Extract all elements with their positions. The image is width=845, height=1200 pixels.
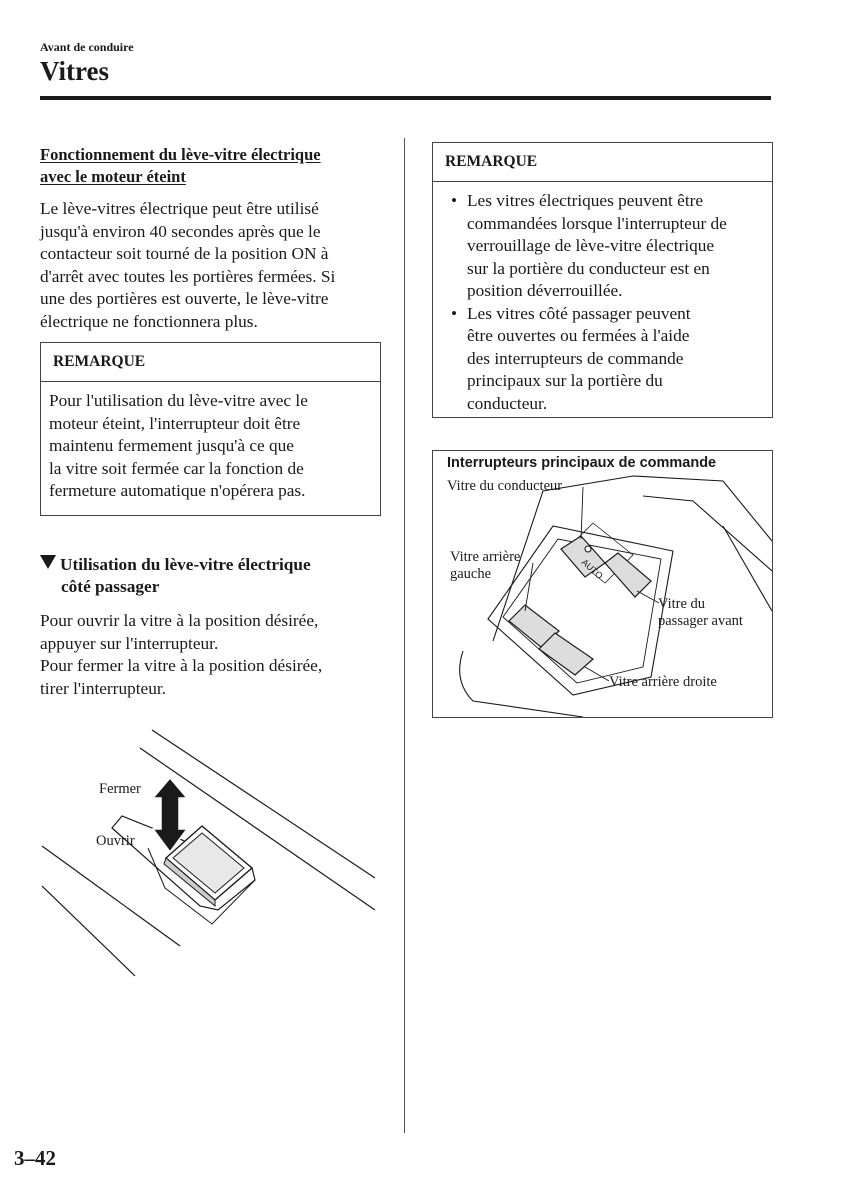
column-divider [404, 138, 405, 1133]
bullet-line: position déverrouillée. [467, 281, 623, 300]
note-line: maintenu fermement jusqu'à ce que [49, 436, 294, 455]
open-close-arrow-icon [153, 778, 187, 852]
passenger-switch-illustration [40, 728, 385, 978]
page-number: 3–42 [14, 1146, 56, 1170]
label-open: Ouvrir [96, 833, 135, 849]
paragraph-line: électrique ne fonctionnera plus. [40, 311, 258, 331]
leader-rear-left [525, 563, 533, 611]
label-rear-left-1: Vitre arrière [450, 549, 521, 565]
note-line: moteur éteint, l'interrupteur doit être [49, 413, 301, 433]
page-title: Vitres [40, 56, 109, 86]
note-body [433, 182, 772, 423]
label-rear-left-2: gauche [450, 566, 492, 582]
paragraph-line: appuyer sur l'interrupteur. [40, 633, 219, 653]
paragraph-line: Pour ouvrir la vitre à la position désirée, [40, 611, 319, 630]
paragraph-line: Le lève-vitres électrique peut être utilisé [40, 199, 319, 218]
main-switches-figure [432, 450, 773, 718]
subheading-engine-off [40, 144, 385, 188]
paragraph-line: Pour fermer la vitre à la position désirée, [40, 656, 323, 675]
note-line: la vitre soit fermée car la fonction de [49, 458, 304, 478]
auto-marking: AUTO [579, 557, 605, 582]
paragraph-line: tirer l'interrupteur. [40, 678, 166, 698]
indicator-light-icon [585, 546, 591, 552]
leader-driver [581, 487, 583, 539]
bullet-line: conducteur. [467, 393, 548, 413]
figure-caption: Interrupteurs principaux de commande [447, 455, 717, 471]
bullet-item [441, 303, 762, 416]
bullet-line: des interrupteurs de commande [467, 348, 684, 368]
bullet-line: être ouvertes ou fermées à l'aide [467, 326, 690, 345]
armrest-outline [723, 526, 772, 611]
note-line: fermeture automatique n'opérera pas. [49, 481, 306, 500]
note-body [41, 382, 380, 511]
paragraph-line: contacteur soit tourné de la position ON à [40, 244, 329, 263]
label-driver-window: Vitre du conducteur [447, 478, 563, 494]
paragraph-line: jusqu'à environ 40 secondes après que le [40, 221, 321, 241]
bullet-line: verrouillage de lève-vitre électrique [467, 236, 715, 255]
note-box-right [432, 142, 773, 418]
bullet-item [441, 190, 762, 303]
label-front-passenger-2: passager avant [658, 613, 743, 629]
bullet-icon: • [450, 303, 458, 323]
title-rule [40, 96, 771, 100]
note-box-left [40, 342, 381, 516]
subheading2-line-1: Utilisation du lève-vitre électrique [60, 555, 311, 574]
paragraph-passenger-window [40, 610, 385, 700]
subheading2-line-2: côté passager [61, 577, 160, 596]
leader-rear-right [585, 667, 609, 681]
subheading-line-2: avec le moteur éteint [40, 167, 186, 186]
triangle-marker-icon [40, 555, 56, 569]
label-front-passenger-1: Vitre du [658, 596, 706, 612]
subheading-passenger-window [40, 554, 385, 598]
bullet-line: sur la portière du conducteur est en [467, 258, 710, 278]
paragraph-line: d'arrêt avec toutes les portières fermées. Si [40, 266, 336, 286]
section-label: Avant de conduire [40, 40, 134, 54]
armrest-outline [643, 496, 772, 571]
subheading-line-1: Fonctionnement du lève-vitre électrique [40, 145, 321, 164]
bullet-line: commandées lorsque l'interrupteur de [467, 213, 727, 233]
bullet-line: Les vitres électriques peuvent être [467, 191, 704, 210]
bullet-line: principaux sur la portière du [467, 371, 663, 390]
label-rear-right: Vitre arrière droite [609, 674, 717, 690]
door-panel-line [42, 886, 135, 976]
note-line: Pour l'utilisation du lève-vitre avec le [49, 391, 308, 410]
bullet-line: Les vitres côté passager peuvent [467, 303, 691, 323]
door-panel-line [42, 846, 180, 946]
note-label: REMARQUE [41, 343, 380, 382]
paragraph-line: une des portières est ouverte, le lève-vitre [40, 289, 329, 308]
bullet-icon: • [450, 191, 458, 210]
paragraph-engine-off [40, 198, 385, 333]
note-label: REMARQUE [433, 143, 772, 182]
label-close: Fermer [99, 781, 141, 797]
